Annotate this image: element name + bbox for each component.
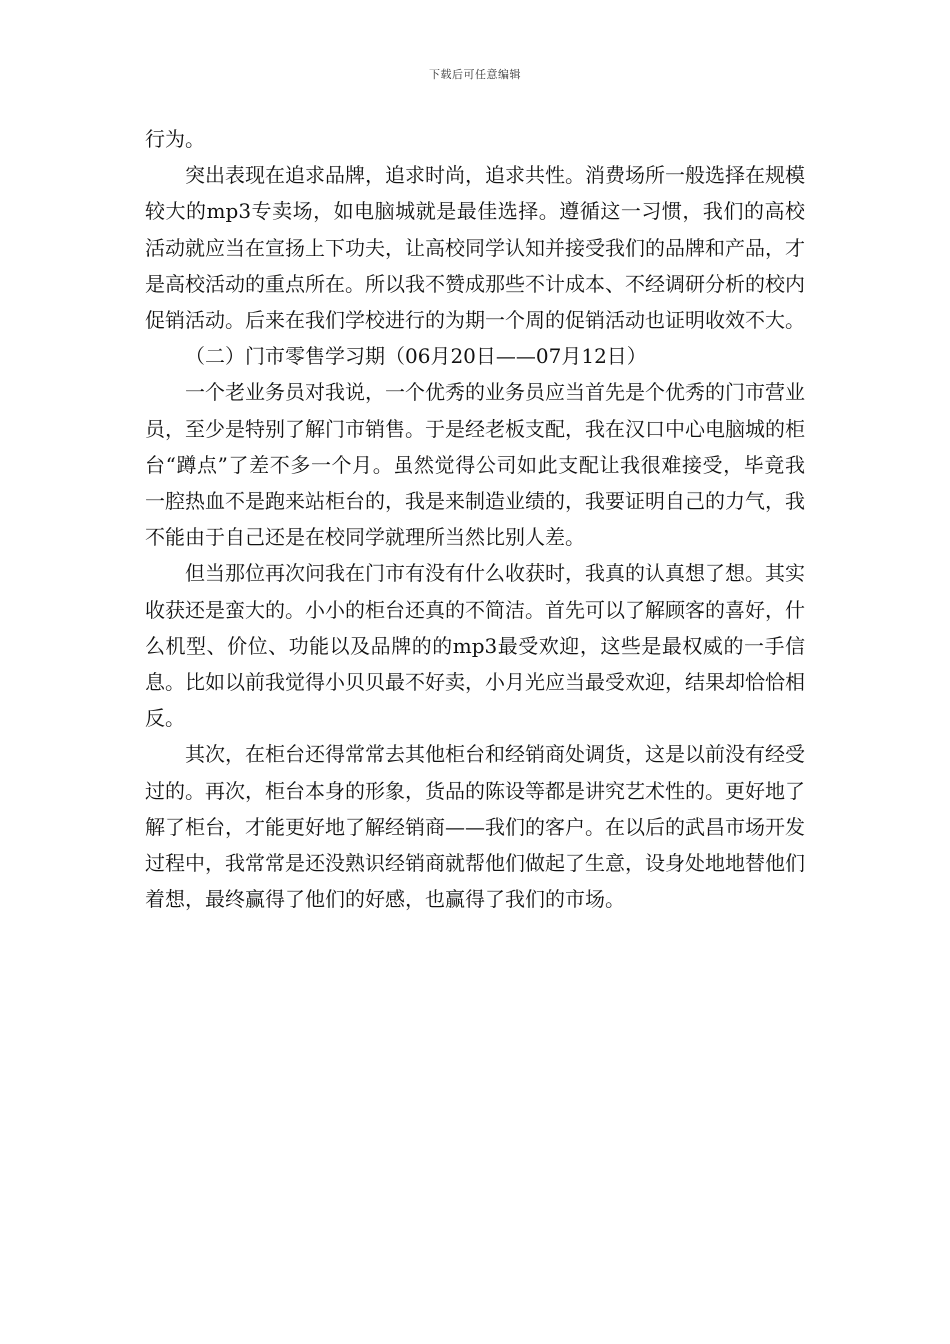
paragraph-veteran-advice: 一个老业务员对我说，一个优秀的业务员应当首先是个优秀的门市营业员，至少是特别了解门市销售。于是经老板支配，我在汉口中心电脑城的柜台“蹲点”了差不多一个月。虽然觉得公司如此支配让我很难接受，毕竟我一腔热血不是跑来站柜台的，我是来制造业绩的，我要证明自己的力气，我不能由于自己还是在校同学就理所当然比别人差。 [145, 380, 805, 550]
document-body [145, 121, 805, 917]
paragraph-dealer-relations: 其次，在柜台还得常常去其他柜台和经销商处调货，这是以前没有经受过的。再次，柜台本身的形象，货品的陈设等都是讲究艺术性的。更好地了解了柜台，才能更好地了解经销商——我们的客户。在以后的武昌市场开发过程中，我常常是还没熟识经销商就帮他们做起了生意，设身处地地替他们着想，最终赢得了他们的好感，也赢得了我们的市场。 [145, 742, 805, 912]
paragraph-continuation: 行为。 [145, 127, 205, 151]
paragraph-counter-gains: 但当那位再次问我在门市有没有什么收获时，我真的认真想了想。其实收获还是蛮大的。小小的柜台还真的不简洁。首先可以了解顾客的喜好，什么机型、价位、功能以及品牌的的mp3最受欢迎，这些是最权威的一手信息。比如以前我觉得小贝贝最不好卖，小月光应当最受欢迎，结果却恰恰相反。 [145, 561, 805, 731]
paragraph-consumer-behavior: 突出表现在追求品牌，追求时尚，追求共性。消费场所一般选择在规模较大的mp3专卖场，如电脑城就是最佳选择。遵循这一习惯，我们的高校活动就应当在宣扬上下功夫，让高校同学认知并接受我们的品牌和产品，才是高校活动的重点所在。所以我不赞成那些不计成本、不经调研分析的校内促销活动。后来在我们学校进行的为期一个周的促销活动也证明收效不大。 [145, 163, 805, 333]
section-heading-retail-period: （二）门市零售学习期（06月20日——07月12日） [185, 344, 647, 369]
page-header-note: 下载后可任意编辑 [429, 68, 521, 81]
